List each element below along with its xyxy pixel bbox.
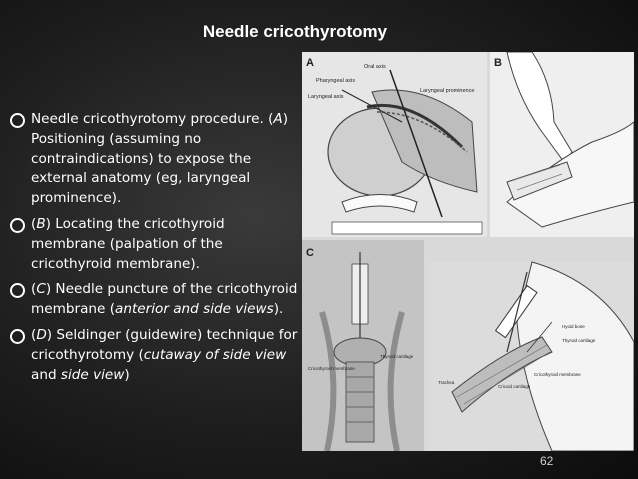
bullet-text-part: ) Positioning (assuming no contraindications) to expose the external anatomy (eg, laryngeal prominence).: [31, 111, 289, 207]
bullet-text-part: and: [31, 366, 61, 383]
bullet-text-part: ) Seldinger (guidewire) technique for cricothyrotomy (: [31, 326, 298, 363]
bullet-text-part: (: [31, 281, 37, 298]
panel-label-a: A: [306, 57, 314, 69]
bullet-item: [8, 110, 298, 209]
label-thyroid-cartilage-c: Thyroid cartilage: [380, 354, 414, 359]
bullet-text-part: ) Locating the cricothyroid membrane (palpation of the cricothyroid membrane).: [31, 215, 225, 272]
label-oral-axis: Oral axis: [364, 64, 386, 70]
bullet-item: [8, 326, 298, 385]
bullet-list: [8, 110, 298, 391]
figure-svg: [302, 52, 634, 451]
label-laryngeal-prominence: Laryngeal prominence: [420, 88, 475, 94]
bullet-text-part: (: [31, 215, 37, 232]
bullet-item: [8, 215, 298, 274]
bullet-text-part: ) Needle puncture of the cricothyroid membrane (: [31, 281, 298, 318]
label-thyroid-cartilage: Thyroid cartilage: [562, 338, 596, 343]
panel-label-b: B: [494, 57, 502, 69]
label-trachea: Trachea: [438, 380, 455, 385]
label-pharyngeal-axis: Pharyngeal axis: [316, 78, 356, 84]
circle-bullet-icon: [10, 283, 25, 298]
bullet-text-part: side view: [60, 366, 125, 383]
circle-bullet-icon: [10, 329, 25, 344]
bullet-text-part: (: [268, 111, 274, 127]
procedure-figure: [302, 52, 634, 451]
label-cricoid-cartilage: Cricoid cartilage: [498, 384, 531, 389]
bullet-text-part: D: [36, 326, 47, 343]
circle-bullet-icon: [10, 113, 25, 128]
bullet-text-part: C: [36, 281, 46, 298]
label-hyoid-bone: Hyoid bone: [562, 324, 585, 329]
bullet-text-part: ).: [273, 301, 284, 318]
label-laryngeal-axis: Laryngeal axis: [308, 94, 344, 100]
panel-label-c: C: [306, 247, 314, 259]
bullet-text-part: cutaway of side view: [143, 346, 287, 363]
bullet-text-part: anterior and side views: [115, 301, 274, 318]
bullet-text-part: B: [36, 215, 46, 232]
label-cricothyroid-membrane-c: Cricothyroid membrane: [308, 366, 355, 371]
page-number: 62: [540, 454, 554, 468]
circle-bullet-icon: [10, 218, 25, 233]
label-cricothyroid-membrane: Cricothyroid membrane: [534, 372, 581, 377]
bullet-text-part: Needle cricothyrotomy procedure.: [31, 111, 269, 127]
slide-title: Needle cricothyrotomy: [202, 22, 388, 41]
bullet-text-part: ): [124, 366, 130, 383]
bullet-text-part: A: [273, 111, 283, 127]
bullet-text-part: (: [31, 326, 37, 343]
bullet-item: [8, 280, 298, 320]
